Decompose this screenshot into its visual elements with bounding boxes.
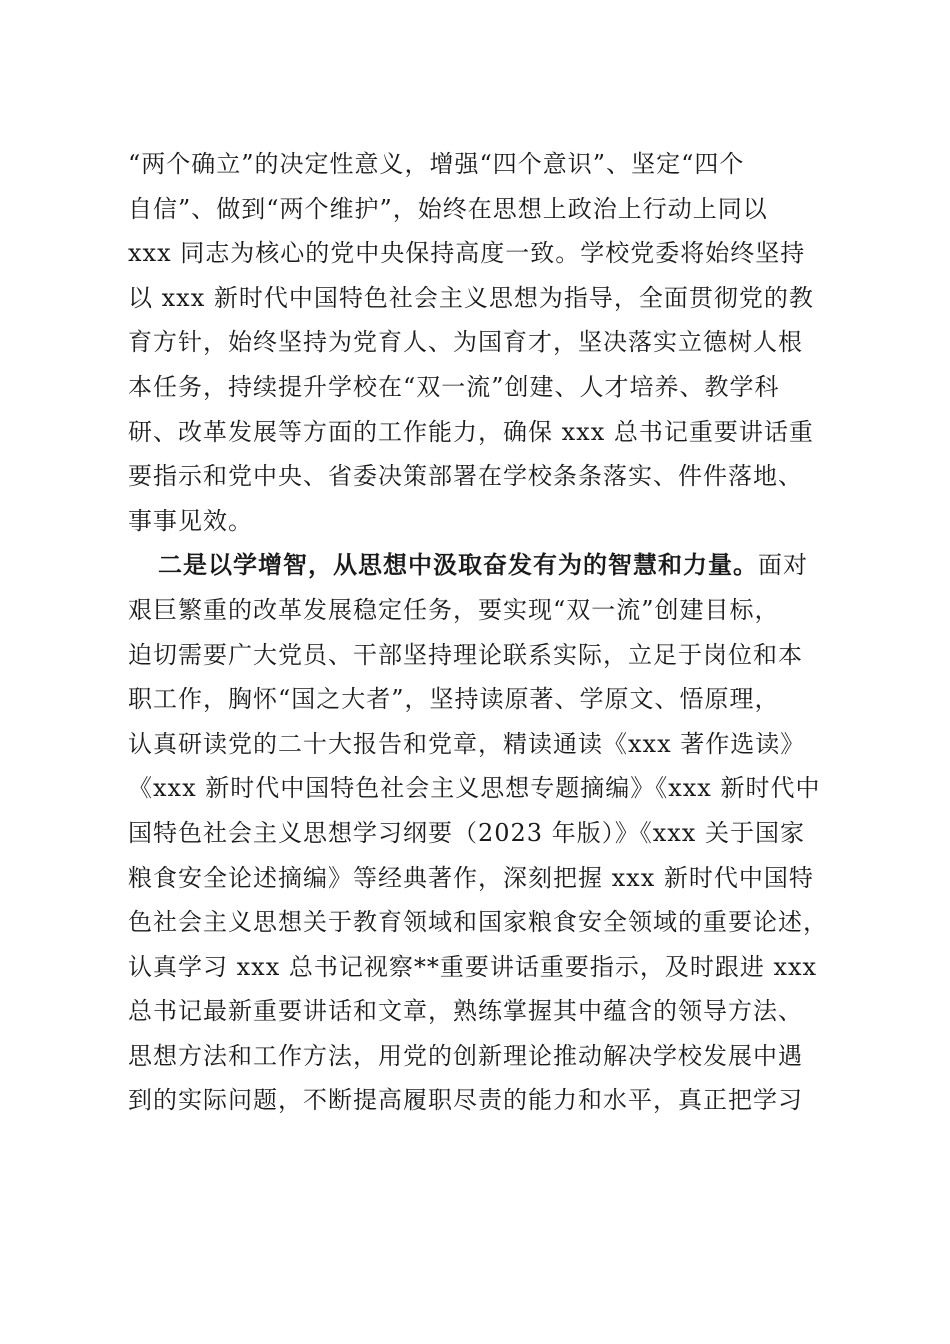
- text-line: 总书记最新重要讲话和文章，熟练掌握其中蕴含的领导方法、: [128, 997, 803, 1026]
- paragraph-first-line: [128, 543, 848, 588]
- text-line: 事事见效。: [128, 506, 253, 535]
- text-line: xxx 同志为核心的党中央保持高度一致。学校党委将始终坚持: [128, 239, 806, 268]
- text-line: 本任务，持续提升学校在“双一流”创建、人才培养、教学科: [128, 372, 780, 401]
- document-body: [128, 142, 848, 1123]
- text-line: 艰巨繁重的改革发展稳定任务，要实现“双一流”创建目标，: [128, 595, 780, 624]
- text-line: 认真学习 xxx 总书记视察**重要讲话重要指示，及时跟进 xxx: [128, 952, 818, 981]
- text-line: 以 xxx 新时代中国特色社会主义思想为指导，全面贯彻党的教: [128, 283, 814, 312]
- text-line: 《xxx 新时代中国特色社会主义思想专题摘编》《xxx 新时代中: [128, 774, 821, 803]
- text-line: “两个确立”的决定性意义，增强“四个意识”、坚定“四个: [128, 150, 745, 178]
- text-line: 自信”、做到“两个维护”，始终在思想上政治上行动上同以: [128, 194, 768, 223]
- text-line: 色社会主义思想关于教育领域和国家粮食安全领域的重要论述，: [128, 908, 828, 937]
- paragraph-lead-rest: 面对: [758, 551, 808, 580]
- text-line: 迫切需要广大党员、干部坚持理论联系实际，立足于岗位和本: [128, 640, 803, 669]
- text-line: 到的实际问题，不断提高履职尽责的能力和水平，真正把学习: [128, 1086, 803, 1115]
- text-line: 思想方法和工作方法，用党的创新理论推动解决学校发展中遇: [128, 1041, 803, 1070]
- text-line: 认真研读党的二十大报告和党章，精读通读《xxx 著作选读》: [128, 729, 806, 758]
- text-line: 粮食安全论述摘编》等经典著作，深刻把握 xxx 新时代中国特: [128, 863, 814, 892]
- text-line: 职工作，胸怀“国之大者”，坚持读原著、学原文、悟原理，: [128, 685, 780, 714]
- text-line: 育方针，始终坚持为党育人、为国育才，坚决落实立德树人根: [128, 328, 803, 357]
- text-line: 要指示和党中央、省委决策部署在学校条条落实、件件落地、: [128, 462, 803, 491]
- text-line: 国特色社会主义思想学习纲要（2023 年版）》《xxx 关于国家: [128, 818, 805, 847]
- text-line: 研、改革发展等方面的工作能力，确保 xxx 总书记重要讲话重: [128, 417, 814, 446]
- paragraph-lead-heading: 二是以学增智，从思想中汲取奋发有为的智慧和力量。: [158, 550, 758, 580]
